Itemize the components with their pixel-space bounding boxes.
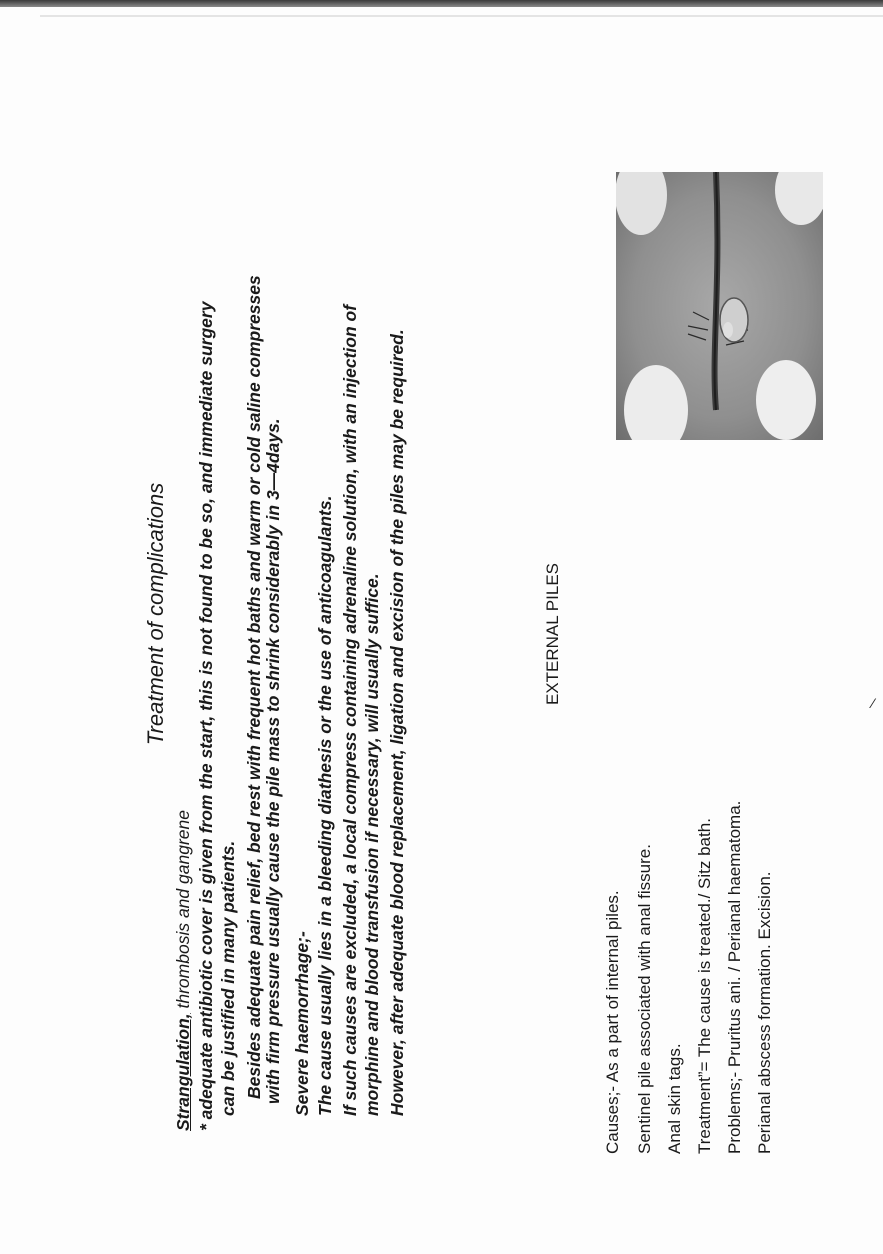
external-piles-line-2: Sentinel pile associated with anal fissure. (635, 844, 654, 1154)
strangulation-rest: thrombosis and gangrene (173, 810, 193, 1014)
stray-pen-mark: ⁄ (872, 695, 875, 711)
complication-line-4: Besides adequate pain relief, bed rest with frequent hot baths and warm or cold saline compresses (244, 275, 264, 1099)
external-piles-title: EXTERNAL PILES (543, 562, 562, 706)
clinical-photo-graphic (616, 172, 823, 440)
clinical-photo (616, 172, 823, 440)
complication-line-5: with firm pressure usually cause the pile mass to shrink considerably in 3—4days. (263, 418, 283, 1104)
external-piles-line-6: Perianal abscess formation. Excision. (755, 871, 774, 1154)
external-piles-line-4: Treatment”= The cause is treated./ Sitz bath. (695, 818, 714, 1154)
external-piles-line-5: Problems;- Pruritus ani. / Perianal haematoma. (725, 800, 744, 1154)
complication-line-8: If such causes are excluded, a local compress containing adrenaline solution, with an injection of (340, 304, 360, 1116)
external-piles-line-3: Anal skin tags. (665, 1043, 684, 1154)
complication-line-3: can be justified in many patients. (218, 840, 238, 1116)
complication-line-10: However, after adequate blood replacement, ligation and excision of the piles may be required. (387, 329, 407, 1116)
complication-line-9: morphine and blood transfusion if necessary, will usually suffice. (362, 573, 382, 1116)
page-heading: Treatment of complications (143, 482, 168, 746)
complication-line-6: Severe haemorrhage;- (292, 931, 312, 1116)
strangulation-label: Strangulation, (173, 1013, 193, 1131)
complication-line-7: The cause usually lies in a bleeding diathesis or the use of anticoagulants. (315, 495, 335, 1116)
complication-line-2: * adequate antibiotic cover is given from the start, this is not found to be so, and immediate surgery (196, 301, 216, 1131)
complication-strangulation-line (172, 810, 194, 1131)
external-piles-line-1: Causes;- As a part of internal piles. (603, 890, 622, 1154)
